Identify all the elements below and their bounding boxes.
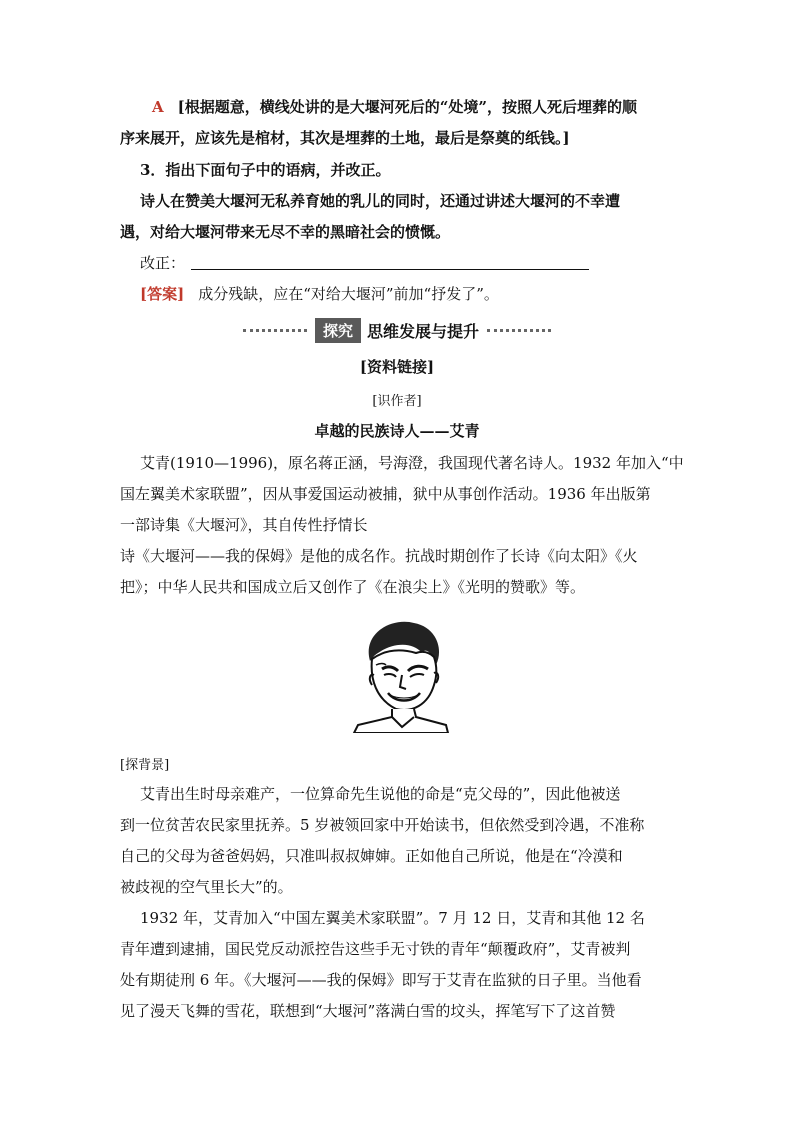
- fix-line: [140, 252, 700, 274]
- author-para-line1: 艾青(1910—1996)，原名蒋正涵，号海澄，我国现代著名诗人。1932 年加入“中: [140, 454, 684, 472]
- fix-label: 改正：: [140, 254, 186, 272]
- banner-tag: 探究: [315, 318, 361, 343]
- bg-para2-line1: 1932 年，艾青加入“中国左翼美术家联盟”。7 月 12 日，艾青和其他 12 名: [140, 909, 645, 927]
- author-para-line2: 国左翼美术家联盟”，因从事爱国运动被捕，狱中从事创作活动。1936 年出版第: [120, 485, 651, 503]
- answer-tag: [答案]: [140, 285, 185, 303]
- banner-dots-right: [487, 329, 551, 332]
- bg-para1-line1: 艾青出生时母亲难产，一位算命先生说他的命是“克父母的”，因此他被送: [140, 785, 621, 803]
- question3-prompt: 3．指出下面句子中的语病，并改正。: [140, 161, 391, 179]
- answer-letter: A: [152, 98, 164, 116]
- banner-title: 思维发展与提升: [367, 322, 480, 341]
- author-para-line3: 一部诗集《大堰河》，其自传性抒情长: [120, 516, 368, 534]
- bg-para2-line4: 见了漫天飞舞的雪花，联想到“大堰河”落满白雪的坟头，挥笔写下了这首赞: [120, 1002, 616, 1020]
- answer-text: 成分残缺，应在“对给大堰河”前加“抒发了”。: [198, 285, 499, 303]
- bg-para2-line2: 青年遭到逮捕，国民党反动派控告这些手无寸铁的青年“颠覆政府”，艾青被判: [120, 940, 631, 958]
- bg-para2-line3: 处有期徒刑 6 年。《大堰河——我的保姆》即写于艾青在监狱的日子里。当他看: [120, 971, 642, 989]
- bg-para1-line4: 被歧视的空气里长大”的。: [120, 878, 293, 896]
- section-banner: [0, 318, 794, 344]
- answer-a-text1: [根据题意，横线处讲的是大堰河死后的“处境”，按照人死后埋葬的顺: [177, 98, 637, 116]
- question3-sentence2: 遇，对给大堰河带来无尽不幸的黑暗社会的愤慨。: [120, 223, 451, 241]
- bg-para1-line2: 到一位贫苦农民家里抚养。5 岁被领回家中开始读书，但依然受到冷遇，不准称: [120, 816, 645, 834]
- author-portrait-image: [352, 613, 450, 733]
- fix-answer-blank[interactable]: [191, 255, 589, 270]
- resource-link-heading: [资料链接]: [359, 358, 435, 376]
- bg-para1-line3: 自己的父母为爸爸妈妈，只准叫叔叔婶婶。正如他自己所说，他是在“冷漠和: [120, 847, 623, 865]
- background-label: [探背景]: [120, 758, 170, 773]
- know-author-label: [识作者]: [372, 394, 422, 409]
- author-para-line5: 把》；中华人民共和国成立后又创作了《在浪尖上》《光明的赞歌》等。: [120, 578, 586, 596]
- answer-a-line2: 序来展开，应该先是棺材，其次是埋葬的土地，最后是祭奠的纸钱。]: [120, 129, 570, 147]
- author-para-line4: 诗《大堰河——我的保姆》是他的成名作。抗战时期创作了长诗《向太阳》《火: [120, 547, 638, 565]
- answer-a-line1: [120, 96, 680, 118]
- banner-dots-left: [243, 329, 307, 332]
- answer-line: [140, 283, 700, 305]
- author-title: 卓越的民族诗人——艾青: [314, 422, 480, 440]
- question3-sentence1: 诗人在赞美大堰河无私养育她的乳儿的同时，还通过讲述大堰河的不幸遭: [140, 192, 621, 210]
